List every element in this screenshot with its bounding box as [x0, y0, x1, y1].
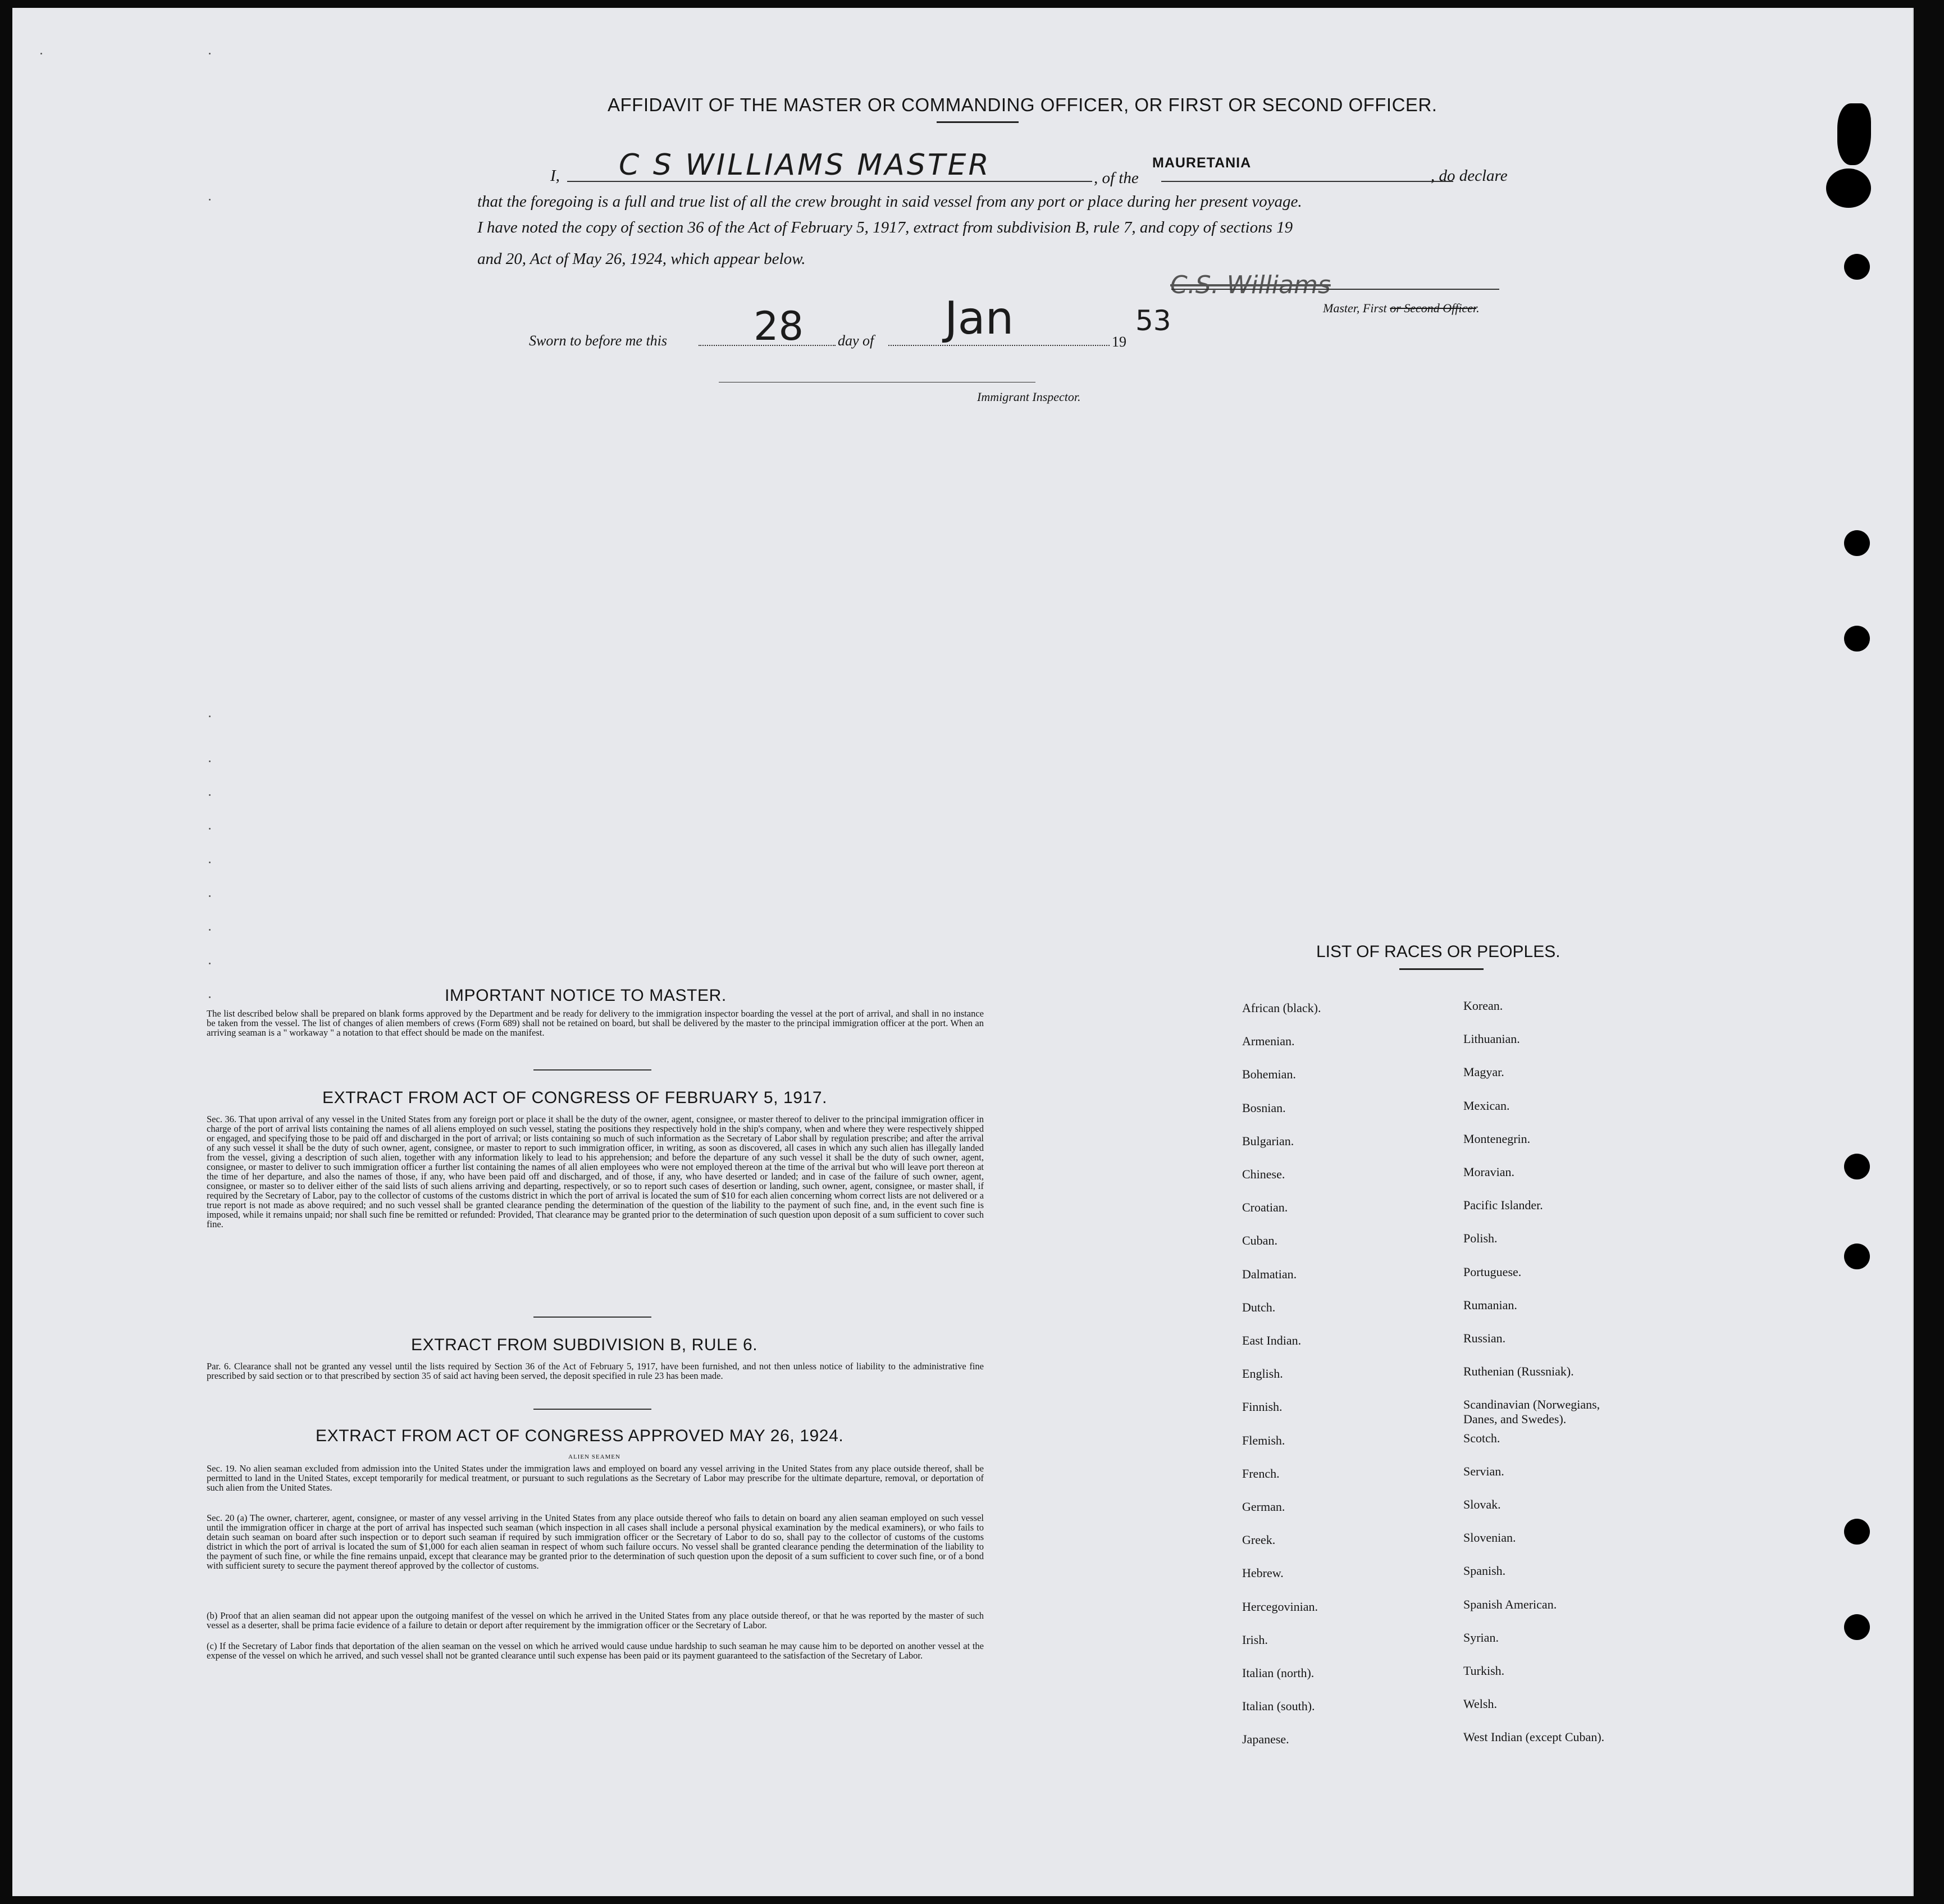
races-underline — [1399, 968, 1484, 970]
race-item: Pacific Islander. — [1463, 1198, 1543, 1213]
race-item: Greek. — [1242, 1533, 1276, 1547]
race-item: Spanish American. — [1463, 1597, 1557, 1611]
extract-1917-title: EXTRACT FROM ACT OF CONGRESS OF FEBRUARY 5, 1917. — [322, 1088, 828, 1107]
race-item: Dalmatian. — [1242, 1267, 1297, 1281]
race-item: Lithuanian. — [1463, 1032, 1520, 1046]
punch-hole — [1844, 1519, 1870, 1545]
sworn-label: Sworn to before me this — [529, 332, 668, 349]
divider — [533, 1069, 651, 1071]
extract-rule6-title: EXTRACT FROM SUBDIVISION B, RULE 6. — [411, 1336, 758, 1354]
race-item: Hebrew. — [1242, 1566, 1284, 1580]
punch-hole — [1844, 1614, 1870, 1640]
signer-title-prefix: Master, First — [1323, 301, 1390, 315]
margin-dot — [40, 53, 42, 54]
margin-dot — [209, 862, 211, 863]
extract-1917-text: Sec. 36. That upon arrival of any vessel in the United States from any foreign port or place it shall be the duty of the owner, agent, consignee, or master thereof to deliver to the principal immigration officer in charge of the port of arrival lists containing the names of all aliens employed on such vessel, stating the positions they respectively hold in the ship's company, when and where they were respectively shipped or engaged, and specifying those to be paid off and discharged in the port of arrival; or lists containing so much of such information as the Secretary of Labor shall by regulation prescribe; and after the arrival of any such vessel it shall be the duty of such owner, agent, consignee, or master to report to such immigration officer, in writing, as soon as discovered, all cases in which any such alien has illegally landed from the vessel, giving a description of such alien, together with any information likely to lead to his apprehension; and before the departure of any such vessel it shall be the duty of such owner, agent, consignee, or master to deliver to such immigration officer a further list containing the names of all alien employees who were not employed thereon at the time of the arrival but who will leave port thereon at the time of her departure, and also the names of those, if any, who have been paid off and discharged, and of those, if any, who have deserted or landed; and in case of the failure of such owner, agent, consignee, or master so to deliver either of the said lists of such aliens arriving and departing, respectively, or so to report such cases of desertion or landing, such owner, agent, consignee, or master shall, if required by the Secretary of Labor, pay to the collector of customs of the customs district in which the port of arrival is located the sum of $10 for each alien concerning whom correct lists are not delivered or a true report is not made as above required; and no such vessel shall be granted clearance pending the determination of the question of the liability to the payment of such fine, and, in the event such fine is imposed, while it remains unpaid; nor shall such fine be remitted or refunded: Provided, That clearance may be granted prior to the determination of such question upon deposit of a sum sufficient to cover such fine. — [207, 1114, 984, 1229]
race-item: Rumanian. — [1463, 1297, 1517, 1312]
race-item: Syrian. — [1463, 1630, 1499, 1645]
race-item: West Indian (except Cuban). — [1463, 1730, 1605, 1744]
affidavit-title: AFFIDAVIT OF THE MASTER OR COMMANDING OFFICER, OR FIRST OR SECOND OFFICER. — [608, 94, 1438, 115]
year-suffix: 53 — [1135, 304, 1171, 337]
race-item: Armenian. — [1242, 1034, 1295, 1049]
year-prefix: 19 — [1112, 334, 1126, 350]
punch-hole — [1844, 626, 1870, 652]
race-item: Korean. — [1463, 999, 1503, 1013]
race-item: Flemish. — [1242, 1433, 1285, 1447]
race-item: African (black). — [1242, 1001, 1321, 1015]
race-item: Japanese. — [1242, 1732, 1289, 1747]
signature-line — [1171, 289, 1499, 290]
punch-hole — [1844, 530, 1870, 556]
race-item: Slovak. — [1463, 1497, 1501, 1511]
margin-dot — [209, 716, 211, 717]
title-underline — [937, 121, 1019, 123]
race-item: Portuguese. — [1463, 1264, 1522, 1279]
signer-title-suffix: . — [1476, 301, 1480, 315]
race-item: Croatian. — [1242, 1200, 1288, 1215]
vessel-name: MAURETANIA — [1152, 155, 1252, 171]
race-item: Ruthenian (Russniak). — [1463, 1364, 1574, 1379]
affidavit-line-2: that the foregoing is a full and true list of all the crew brought in said vessel from any port or place during her present voyage. — [477, 193, 1302, 211]
race-item: Italian (south). — [1242, 1699, 1315, 1714]
margin-dot — [209, 53, 211, 54]
race-item: Chinese. — [1242, 1167, 1285, 1181]
sworn-month-line — [888, 345, 1110, 346]
margin-dot — [209, 895, 211, 897]
race-item: Cuban. — [1242, 1233, 1277, 1248]
race-item: Bulgarian. — [1242, 1133, 1294, 1148]
of-the-label: , of the — [1094, 169, 1139, 187]
margin-dot — [209, 794, 211, 796]
margin-dot — [209, 760, 211, 762]
inspector-label: Immigrant Inspector. — [977, 390, 1081, 404]
race-item: French. — [1242, 1466, 1280, 1481]
master-name-handwritten: C S WILLIAMS MASTER — [619, 148, 991, 182]
sworn-day: 28 — [754, 303, 804, 349]
sec19-text: Sec. 19. No alien seaman excluded from admission into the United States under the immigration laws and employed on board any vessel arriving in the United States from any place outside thereof, shall be permitted to land in the United States, except temporarily for medical treatment, or pursuant to such regulations as the Secretary of Labor may prescribe for the ultimate departure, removal, or deportation of such alien from the United States. — [207, 1463, 984, 1493]
sec20c-text: (c) If the Secretary of Labor finds that deportation of the alien seaman on the vessel on which he arrived would cause undue hardship to such seaman he may cause him to be deported on another vessel at the expense of the vessel on which he arrived, and such vessel shall not be granted clearance until such expense has been paid or its payment guaranteed to the satisfaction of the Secretary of Labor. — [207, 1641, 984, 1661]
race-item: Spanish. — [1463, 1564, 1506, 1578]
day-of-label: day of — [838, 332, 874, 349]
race-item: Bosnian. — [1242, 1100, 1286, 1115]
race-item: English. — [1242, 1366, 1283, 1381]
affidavit-line-4: and 20, Act of May 26, 1924, which appear below. — [477, 250, 806, 268]
race-item: Slovenian. — [1463, 1531, 1516, 1545]
margin-dot — [209, 963, 211, 964]
race-item: Montenegrin. — [1463, 1131, 1531, 1146]
divider — [533, 1409, 651, 1410]
race-item: Polish. — [1463, 1231, 1498, 1246]
i-label: I, — [550, 167, 560, 185]
race-item: German. — [1242, 1500, 1285, 1514]
torn-edge-mark — [1826, 168, 1871, 208]
notice-text: The list described below shall be prepared on blank forms approved by the Department and be ready for delivery to the immigration inspector boarding the vessel at the port of arrival, and shall in no instance be taken from the vessel. The list of changes of alien members of crews (Form 689) shall not be retained on board, but shall be delivered by the master to the principal immigration officer at the port. When an arriving seaman is a " workaway " a notation to that effect should be made on the manifest. — [207, 1008, 984, 1038]
extract-rule6-text: Par. 6. Clearance shall not be granted any vessel until the lists required by Section 36 of the Act of February 5, 1917, have been furnished, and not then unless notice of liability to the administrative fine prescribed by said section or to that prescribed by section 35 of said act having been served, the deposit specified in rule 23 has been made. — [207, 1361, 984, 1381]
punch-hole — [1844, 254, 1870, 280]
master-signature: C.S. Williams — [1170, 271, 1331, 299]
race-item: Russian. — [1463, 1331, 1506, 1345]
race-item: Scotch. — [1463, 1431, 1500, 1445]
race-item: Finnish. — [1242, 1400, 1283, 1414]
race-item: East Indian. — [1242, 1333, 1302, 1347]
race-item: Danes, and Swedes). — [1463, 1412, 1567, 1427]
punch-hole — [1844, 1154, 1870, 1179]
affidavit-line-3: I have noted the copy of section 36 of the Act of February 5, 1917, extract from subdivision B, rule 7, and copy of sections 19 — [477, 218, 1293, 236]
margin-dot — [209, 929, 211, 931]
races-title: LIST OF RACES OR PEOPLES. — [1316, 942, 1560, 961]
sec20b-text: (b) Proof that an alien seaman did not appear upon the outgoing manifest of the vessel on which he arrived in the United States from any place outside thereof, or that he was reported by the master of such vessel as a deserter, shall be prima facie evidence of a failure to detain or deport after requirement by the immigration officer or the Secretary of Labor. — [207, 1610, 984, 1630]
race-item: Turkish. — [1463, 1664, 1505, 1678]
do-declare-label: , do declare — [1431, 167, 1508, 185]
race-item: Moravian. — [1463, 1165, 1515, 1179]
margin-dot — [209, 828, 211, 830]
vessel-name-line — [1161, 181, 1453, 182]
signer-title-struck: or Second Officer — [1390, 301, 1477, 315]
extract-1924-subtitle: ALIEN SEAMEN — [568, 1454, 620, 1460]
race-item: Italian (north). — [1242, 1666, 1315, 1680]
margin-dot — [209, 996, 211, 998]
extract-1924-title: EXTRACT FROM ACT OF CONGRESS APPROVED MAY 26, 1924. — [316, 1427, 844, 1445]
race-item: Irish. — [1242, 1632, 1268, 1647]
sworn-month: Jan — [944, 292, 1014, 344]
race-item: Magyar. — [1463, 1065, 1504, 1079]
race-item: Hercegovinian. — [1242, 1599, 1318, 1614]
notice-title: IMPORTANT NOTICE TO MASTER. — [445, 986, 727, 1005]
signer-title — [1323, 301, 1480, 316]
punch-hole — [1844, 1243, 1870, 1269]
divider — [533, 1317, 651, 1318]
torn-edge-mark — [1837, 103, 1871, 165]
race-item: Welsh. — [1463, 1697, 1497, 1711]
sec20a-text: Sec. 20 (a) The owner, charterer, agent, consignee, or master of any vessel arriving in the United States from any place outside thereof who fails to detain on board any alien seaman employed on such vessel until the immigration officer in charge at the port of arrival has inspected such seaman (which inspection in all cases shall include a personal physical examination by the medical examiners), or who fails to detain such seaman on board after such inspection or to deport such seaman if required by such immigration officer or the Secretary of Labor to do so, shall pay to the collector of customs of the customs district in which the port of arrival is located the sum of $1,000 for each alien seaman in respect of whom such failure occurs. No vessel shall be granted clearance pending the determination of the liability to the payment of such fine, or while the fine remains unpaid, except that clearance may be granted prior to the determination of such question upon the deposit of a sum sufficient to cover such fine, or of a bond with sufficient surety to secure the payment thereof approved by the collector of customs. — [207, 1513, 984, 1571]
race-item: Scandinavian (Norwegians, — [1463, 1397, 1600, 1412]
race-item: Servian. — [1463, 1464, 1504, 1478]
margin-dot — [209, 199, 211, 201]
document-page — [12, 8, 1914, 1896]
race-item: Dutch. — [1242, 1300, 1276, 1314]
race-item: Bohemian. — [1242, 1067, 1296, 1082]
race-item: Mexican. — [1463, 1098, 1510, 1113]
